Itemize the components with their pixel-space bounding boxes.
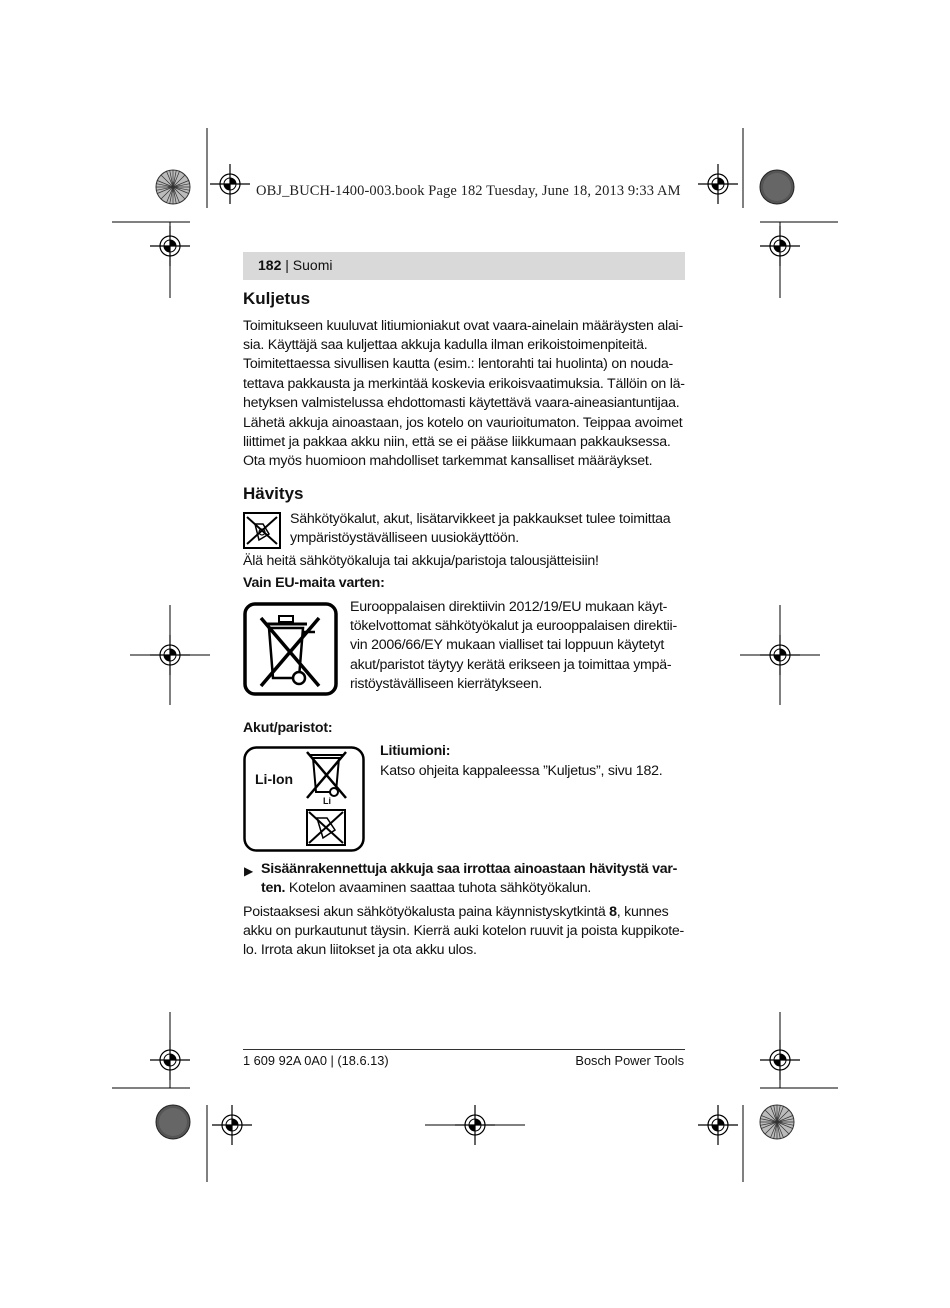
eu-only-label: Vain EU-maita varten: xyxy=(243,575,385,591)
li-icon-label: Li xyxy=(323,796,331,806)
removal-warning-bold: Sisäänrakennettuja akkuja saa irrottaa ainoastaan hävitystä var- ten. xyxy=(261,861,678,897)
transport-heading: Kuljetus xyxy=(243,289,311,308)
removal-instructions-pre: Poistaaksesi akun sähkötyökalusta paina käynnistyskytkintä xyxy=(243,904,610,920)
page-number: 182 xyxy=(258,257,282,273)
removal-warning-normal: Kotelon avaaminen saattaa tuhota sähkötyökalun. xyxy=(285,880,592,897)
disposal-heading: Hävitys xyxy=(243,484,304,503)
removal-instructions-post: , kunnes akku on purkautunut täysin. Kierrä auki kotelon ruuvit ja poista kuppikote- lo. Irrota akun liitokset ja ota akku ulos. xyxy=(243,904,685,959)
header-language: Suomi xyxy=(292,257,333,273)
page-header xyxy=(243,252,685,280)
recycle-text: Sähkötyökalut, akut, lisätarvikkeet ja pakkaukset tulee toimittaa ympäristöystävälliseen uusiokäyttöön. xyxy=(290,511,671,547)
liion-icon-label: Li-Ion xyxy=(255,771,294,787)
header-text xyxy=(258,257,332,273)
eu-directive-text: Eurooppalaisen direktiivin 2012/19/EU mukaan käyt- tökelvottomat sähkötyökalut ja eurooppalaisen direktii- vin 2006/66/EY mukaan vialliset tai loppuun käytetyt akut/paristot täytyy kerätä erikseen ja toimittaa ympä- ristöystävälliseen kierrätykseen. xyxy=(350,599,677,692)
bullet-triangle-icon: ▶ xyxy=(244,864,254,878)
footer-document-number: 1 609 92A 0A0 | (18.6.13) xyxy=(243,1053,389,1068)
recycle-icon xyxy=(243,512,281,549)
liion-symbol-box xyxy=(243,746,365,852)
header-separator: | xyxy=(281,257,293,273)
transport-paragraph-1: Toimitukseen kuuluvat litiumioniakut ovat vaara-ainelain määräysten alai- sia. Käyttäjä saa kuljettaa akkuja kadulla ilman erikoistoimenpiteitä. Toimitettaessa sivullisen kautta (esim.: lentorahti tai huolinta) on nouda- tettava pakkausta ja merkintää koskevia erikoisvaatimuksia. Tällöin on lä- hetyksen valmistelussa ehdottomasti käytettävä vaara-aineasiantuntijaa. xyxy=(243,318,685,411)
liion-text: Katso ohjeita kappaleessa ”Kuljetus”, sivu 182. xyxy=(380,763,663,779)
removal-warning xyxy=(261,860,691,898)
batteries-label: Akut/paristot: xyxy=(243,720,333,736)
transport-paragraph-2: Lähetä akkuja ainoastaan, jos kotelo on vaurioitumaton. Teippaa avoimet liittimet ja pakkaa akku niin, että se ei pääse liikkumaan pakkauksessa. Ota myös huomioon mahdolliset tarkemmat kansalliset määräykset. xyxy=(243,415,683,470)
removal-instructions xyxy=(243,903,693,961)
crossed-bin-icon xyxy=(243,602,338,696)
liion-label: Litiumioni: xyxy=(380,743,451,759)
footer-brand: Bosch Power Tools xyxy=(575,1053,684,1068)
switch-number: 8 xyxy=(609,904,617,920)
household-warning: Älä heitä sähkötyökaluja tai akkuja/paristoja talousjätteisiin! xyxy=(243,553,599,569)
print-info-line: OBJ_BUCH-1400-003.book Page 182 Tuesday, June 18, 2013 9:33 AM xyxy=(256,183,681,199)
footer-rule xyxy=(243,1049,685,1050)
liion-symbol-icon xyxy=(243,746,365,852)
